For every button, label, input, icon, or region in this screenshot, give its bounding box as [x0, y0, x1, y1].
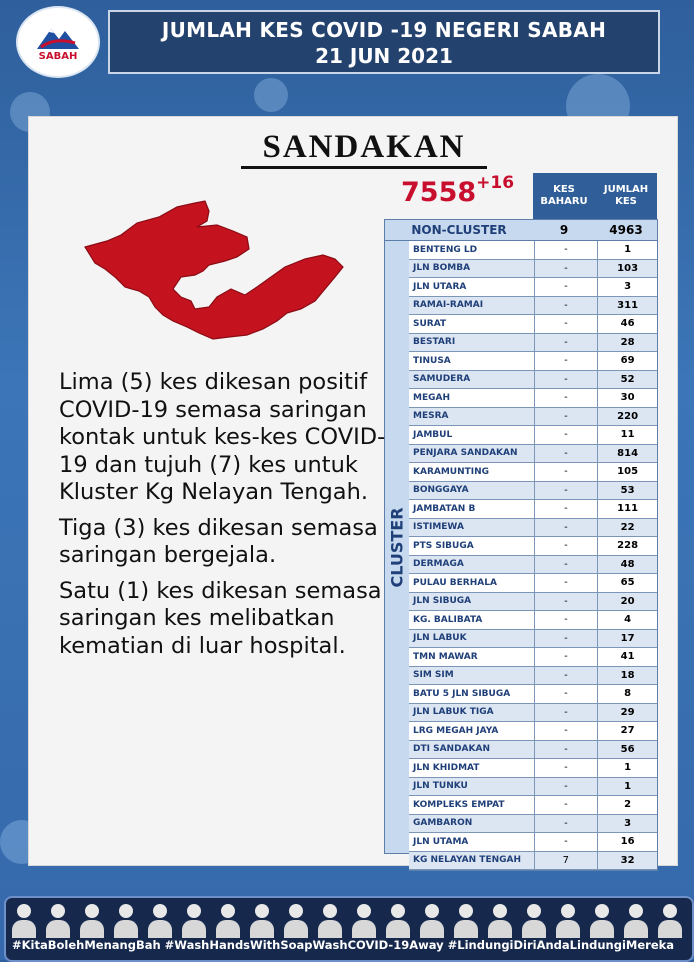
table-row	[409, 667, 657, 686]
cluster-total-cases: 53	[620, 484, 635, 496]
table-row	[409, 815, 657, 834]
description-paragraph: Satu (1) kes dikesan semasa saringan kes melibatkan kematian di luar hospital.	[59, 577, 382, 659]
cluster-name: JLN UTAMA	[409, 833, 535, 851]
cluster-total-cases: 30	[620, 392, 635, 404]
cluster-total-cases: 41	[620, 651, 635, 663]
cluster-new-cases: -	[535, 352, 599, 370]
cluster-total-cases: 11	[620, 429, 635, 441]
cluster-total-cases: 69	[620, 355, 635, 367]
cluster-name: RAMAI-RAMAI	[409, 297, 535, 315]
cluster-name: DERMAGA	[409, 556, 535, 574]
cluster-total-cases: 28	[620, 336, 635, 348]
non-cluster-new: 9	[559, 223, 569, 237]
cluster-total-cases: 27	[620, 725, 635, 737]
cluster-new-cases: -	[535, 667, 599, 685]
table-row	[409, 852, 657, 871]
total-cases	[401, 173, 515, 208]
report-date: 21 JUN 2021	[315, 44, 453, 68]
table-row	[409, 833, 657, 852]
table-row	[409, 426, 657, 445]
table-row	[409, 408, 657, 427]
cluster-name: BATU 5 JLN SIBUGA	[409, 685, 535, 703]
district-title: SANDAKAN	[241, 129, 487, 169]
person-icon	[148, 902, 172, 938]
cluster-new-cases: -	[535, 334, 599, 352]
cluster-name: SURAT	[409, 315, 535, 333]
cluster-new-cases: -	[535, 759, 599, 777]
table-row	[409, 371, 657, 390]
cluster-new-cases: -	[535, 556, 599, 574]
cluster-total-cases: 8	[624, 688, 632, 700]
cluster-new-cases: -	[535, 371, 599, 389]
table-row	[409, 389, 657, 408]
cluster-name: MEGAH	[409, 389, 535, 407]
person-icon	[454, 902, 478, 938]
cluster-name: PULAU BERHALA	[409, 574, 535, 592]
frontliner-illustrations	[12, 902, 682, 938]
cluster-total-cases: 17	[620, 632, 635, 644]
table-row	[409, 648, 657, 667]
cluster-new-cases: -	[535, 796, 599, 814]
cluster-new-cases: 7	[535, 852, 599, 870]
cluster-name: JAMBUL	[409, 426, 535, 444]
cluster-total-cases: 111	[617, 503, 639, 515]
cluster-new-cases: -	[535, 685, 599, 703]
cluster-total-cases: 32	[620, 854, 635, 866]
person-icon	[386, 902, 410, 938]
cluster-new-cases: -	[535, 741, 599, 759]
cluster-total-cases: 105	[617, 466, 639, 478]
table-row	[409, 463, 657, 482]
total-cases-value: 7558	[401, 177, 477, 208]
non-cluster-total: 4963	[609, 223, 643, 237]
logo-label: SABAH	[38, 50, 78, 62]
cluster-name: GAMBARON	[409, 815, 535, 833]
cluster-total-cases: 20	[620, 595, 635, 607]
table-row	[409, 759, 657, 778]
column-header-total: JUMLAH KES	[595, 173, 657, 219]
cluster-name: DTI SANDAKAN	[409, 741, 535, 759]
non-cluster-row	[384, 219, 658, 241]
person-icon	[182, 902, 206, 938]
cluster-new-cases: -	[535, 648, 599, 666]
cluster-new-cases: -	[535, 815, 599, 833]
table-row	[409, 796, 657, 815]
person-icon	[12, 902, 36, 938]
cluster-total-cases: 4	[624, 614, 632, 626]
cluster-total-cases: 48	[620, 558, 635, 570]
cluster-total-cases: 228	[617, 540, 639, 552]
cluster-name: BENTENG LD	[409, 241, 535, 259]
cluster-new-cases: -	[535, 278, 599, 296]
cluster-new-cases: -	[535, 611, 599, 629]
cluster-total-cases: 311	[617, 299, 639, 311]
cluster-new-cases: -	[535, 445, 599, 463]
table-row	[409, 611, 657, 630]
cluster-name: ISTIMEWA	[409, 519, 535, 537]
cluster-name: BESTARI	[409, 334, 535, 352]
table-row	[409, 593, 657, 612]
cluster-new-cases: -	[535, 297, 599, 315]
person-icon	[420, 902, 444, 938]
cluster-total-cases: 16	[620, 836, 635, 848]
cluster-new-cases: -	[535, 722, 599, 740]
table-row	[409, 685, 657, 704]
cluster-new-cases: -	[535, 408, 599, 426]
cluster-label: CLUSTER	[387, 506, 407, 588]
cluster-name: JAMBATAN B	[409, 500, 535, 518]
table-row	[409, 352, 657, 371]
district-map	[77, 197, 367, 347]
table-row	[409, 556, 657, 575]
table-row	[409, 315, 657, 334]
person-icon	[590, 902, 614, 938]
table-row	[409, 241, 657, 260]
person-icon	[556, 902, 580, 938]
virus-decoration	[254, 78, 288, 112]
district-panel	[28, 116, 678, 866]
table-row	[409, 500, 657, 519]
cluster-total-cases: 46	[620, 318, 635, 330]
description-paragraph: Tiga (3) kes dikesan semasa saringan bergejala.	[59, 514, 378, 568]
person-icon	[46, 902, 70, 938]
cluster-name: KG NELAYAN TENGAH	[409, 852, 535, 870]
non-cluster-label: NON-CLUSTER	[411, 223, 507, 237]
cluster-total-cases: 2	[624, 799, 632, 811]
cluster-name: KOMPLEKS EMPAT	[409, 796, 535, 814]
cluster-new-cases: -	[535, 630, 599, 648]
page-title: JUMLAH KES COVID -19 NEGERI SABAH	[161, 18, 607, 42]
cluster-name: KG. BALIBATA	[409, 611, 535, 629]
sabah-logo	[16, 6, 100, 78]
cluster-name: SAMUDERA	[409, 371, 535, 389]
cluster-name: JLN LABUK	[409, 630, 535, 648]
cluster-total-cases: 103	[617, 262, 639, 274]
person-icon	[352, 902, 376, 938]
cluster-new-cases: -	[535, 463, 599, 481]
cluster-new-cases: -	[535, 833, 599, 851]
cluster-new-cases: -	[535, 574, 599, 592]
cluster-new-cases: -	[535, 500, 599, 518]
case-description	[59, 369, 389, 668]
cluster-total-cases: 65	[620, 577, 635, 589]
person-icon	[216, 902, 240, 938]
cluster-new-cases: -	[535, 593, 599, 611]
cluster-new-cases: -	[535, 704, 599, 722]
cluster-name: PENJARA SANDAKAN	[409, 445, 535, 463]
table-row	[409, 278, 657, 297]
column-header-new: KES BAHARU	[533, 173, 595, 219]
cluster-new-cases: -	[535, 260, 599, 278]
cluster-name: PTS SIBUGA	[409, 537, 535, 555]
description-paragraph: Lima (5) kes dikesan positif COVID-19 semasa saringan kontak untuk kes-kes COVID-19 dan tujuh (7) kes untuk Kluster Kg Nelayan Tengah.	[59, 369, 386, 505]
cluster-new-cases: -	[535, 519, 599, 537]
header-banner	[108, 10, 660, 74]
footer-hashtags: #KitaBolehMenangBah #WashHandsWithSoapWashCOVID-19Away #LindungiDiriAndaLindungiMereka	[12, 938, 675, 952]
cluster-name: TMN MAWAR	[409, 648, 535, 666]
table-row	[409, 574, 657, 593]
person-icon	[488, 902, 512, 938]
person-icon	[318, 902, 342, 938]
table-row	[409, 260, 657, 279]
cluster-total-cases: 52	[620, 373, 635, 385]
person-icon	[114, 902, 138, 938]
table-row	[409, 722, 657, 741]
cluster-total-cases: 1	[624, 780, 632, 792]
person-icon	[624, 902, 648, 938]
cluster-name: JLN TUNKU	[409, 778, 535, 796]
footer-banner	[4, 896, 694, 962]
table-row	[409, 630, 657, 649]
cluster-name: SIM SIM	[409, 667, 535, 685]
cluster-total-cases: 56	[620, 743, 635, 755]
cluster-name: KARAMUNTING	[409, 463, 535, 481]
person-icon	[250, 902, 274, 938]
cluster-new-cases: -	[535, 426, 599, 444]
cluster-total-cases: 1	[624, 762, 632, 774]
person-icon	[80, 902, 104, 938]
cluster-name: TINUSA	[409, 352, 535, 370]
table-row	[409, 537, 657, 556]
cluster-total-cases: 814	[617, 447, 639, 459]
table-row	[409, 297, 657, 316]
cluster-name: JLN BOMBA	[409, 260, 535, 278]
cluster-new-cases: -	[535, 241, 599, 259]
table-row	[409, 778, 657, 797]
cluster-total-cases: 220	[617, 410, 639, 422]
cluster-name: LRG MEGAH JAYA	[409, 722, 535, 740]
table-row	[409, 741, 657, 760]
cluster-total-cases: 1	[624, 244, 632, 256]
new-cases-value: +16	[476, 173, 515, 193]
table-row	[409, 482, 657, 501]
cluster-table	[409, 240, 658, 871]
cluster-name: JLN LABUK TIGA	[409, 704, 535, 722]
cluster-total-cases: 3	[624, 817, 632, 829]
table-row	[409, 519, 657, 538]
table-row	[409, 704, 657, 723]
cluster-new-cases: -	[535, 315, 599, 333]
cluster-new-cases: -	[535, 778, 599, 796]
cluster-name: JLN SIBUGA	[409, 593, 535, 611]
person-icon	[658, 902, 682, 938]
cluster-name: MESRA	[409, 408, 535, 426]
cluster-new-cases: -	[535, 537, 599, 555]
mountain-icon	[35, 23, 81, 53]
table-row	[409, 445, 657, 464]
cluster-total-cases: 3	[624, 281, 632, 293]
table-row	[409, 334, 657, 353]
cluster-new-cases: -	[535, 389, 599, 407]
person-icon	[522, 902, 546, 938]
cluster-total-cases: 22	[620, 521, 635, 533]
cluster-new-cases: -	[535, 482, 599, 500]
cluster-total-cases: 18	[620, 669, 635, 681]
cluster-name: BONGGAYA	[409, 482, 535, 500]
cluster-name: JLN UTARA	[409, 278, 535, 296]
cluster-total-cases: 29	[620, 706, 635, 718]
person-icon	[284, 902, 308, 938]
cluster-name: JLN KHIDMAT	[409, 759, 535, 777]
